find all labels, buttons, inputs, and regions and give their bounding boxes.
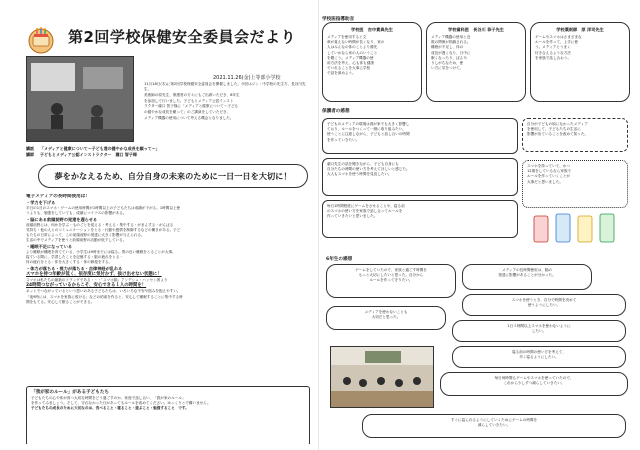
teacher-comment-line: う。メディアとうまく bbox=[535, 45, 571, 50]
guardian-comment-line: 子どものメディアの環境は我が家でも大きく影響し bbox=[327, 122, 410, 126]
teacher-comment-line: していかなら家の人のいうこと bbox=[327, 50, 378, 55]
media-bullet: ・睡眠不足になっている bbox=[26, 243, 73, 249]
student-comment-line: 1日１時間以上スマホを使わないように bbox=[507, 324, 571, 328]
media-text-line: 生活の中でメディアを使うと前頭前野の活動が低下している。 bbox=[26, 238, 127, 243]
student-comment-bubble bbox=[452, 346, 626, 368]
lecture-label: 講話 bbox=[26, 146, 34, 151]
left-column bbox=[18, 16, 316, 444]
student-comment-line: 毎日何時間もゲームやスマホを使っていたので、 bbox=[494, 376, 574, 380]
issue-date: 2021.11.26(金)上等部小学校 bbox=[213, 75, 281, 81]
media-highlight: 24時間つながっているからこそ、安心できる１人の時間を！ bbox=[26, 283, 147, 289]
teacher-comment-card bbox=[322, 22, 422, 102]
student-comment-line: メディアを使わないことも bbox=[364, 310, 408, 314]
lecturer-name: 子どもとメディア公認インストラクター 瀧口 智子様 bbox=[40, 152, 137, 157]
media-text-line: 平日の1日のスマホ・ゲームの使用時間が1時間以上の子どもたちは成績が下がる。1時間以上使 bbox=[26, 206, 181, 210]
teacher-comment-line: を聞こう。メディア機器の使 bbox=[327, 55, 374, 60]
student-comment-line: 寝る前の時間の使い方を考えて、 bbox=[512, 350, 566, 354]
intro-line: ラクター瀧口 智子様に「メディアと健康について〜子ども bbox=[144, 104, 239, 109]
teacher-comment-line: で話を深めよう。 bbox=[327, 71, 356, 76]
guardian-comment-bubble bbox=[322, 200, 518, 238]
guardian-comment-bubble bbox=[322, 118, 518, 154]
guardian-comment-line: ルールを作っていくことが bbox=[527, 174, 571, 179]
media-text-line: スマホは私たちの最新のドラッグである・・・「スマホ脳」アンデシュ・ハンセン著より bbox=[26, 277, 168, 282]
media-text-line: ネットでつながっているという思いのある子どもたちは、いろいろな不安や悩みを抱えやすい。 bbox=[26, 289, 181, 294]
classroom-photo bbox=[330, 346, 434, 408]
teacher-name: 学校医 吉中貴典先生 bbox=[351, 27, 393, 32]
guardian-comment-bubble bbox=[522, 160, 628, 208]
student-comment-bubble bbox=[326, 306, 446, 330]
media-text-line: 体の疲れをとる・体を大きくする・体の修復をする。 bbox=[26, 260, 113, 265]
rules-line: 子どもたちの成長のために大切なのは、食べること・寝ること・遊ぶこと・勉強すること です。 bbox=[31, 406, 189, 411]
lecture-info bbox=[26, 146, 314, 158]
motto-banner: 夢をかなえるため、自分自身の未来のために一日一日を大切に！ bbox=[38, 164, 308, 188]
newsletter-title: 第2回学校保健安全委員会だより bbox=[68, 28, 296, 46]
student-comment-line: メディアの長時間使用は、脳の bbox=[501, 268, 553, 272]
student-comment-bubble bbox=[462, 294, 626, 316]
teacher-comment-line: 付き合えるような方法 bbox=[535, 50, 571, 55]
intro-line: を参加して行いました。子どもとメディア公認インスト bbox=[144, 98, 234, 103]
teacher-comment-line: でいれることを大事に学校 bbox=[327, 66, 371, 71]
rules-heading: 「我が家のルール」がある子どもたち bbox=[31, 390, 110, 395]
guardian-comment-line: 使うことに注意しながら、子どもと話し合いの時間 bbox=[327, 132, 410, 137]
teacher-comment-card bbox=[530, 22, 630, 102]
media-bullet: ・脳にある前頭前野の発達を遅らせる bbox=[26, 216, 98, 222]
student-comment-bubble bbox=[326, 264, 456, 298]
page-fold-line bbox=[318, 0, 319, 450]
teacher-comment-line: 睡眠が不足し、体の bbox=[431, 45, 464, 50]
guardian-comment-bubble bbox=[322, 158, 518, 196]
guardians-heading: 保護者の感想 bbox=[322, 109, 350, 114]
student-comment-line: ルールを作って守りたい。 bbox=[369, 278, 413, 283]
media-text-line: 「夜9時には、スマホを家族に預ける」などの約束を作ると、安心して睡眠することに集中する時 bbox=[26, 294, 183, 299]
intro-line: メディア機器の使用について考える機会となりました。 bbox=[144, 115, 234, 120]
guardian-comment-line: を作っていきたい。 bbox=[327, 137, 360, 142]
student-comment-line: したい。 bbox=[531, 329, 547, 334]
media-text-line: 気持ち・他の人とのコミュニケーションをとる・行動や感情を制御するなどの働きがある。子ど bbox=[26, 227, 181, 232]
cake-logo-icon bbox=[24, 24, 58, 54]
smartphone-illustration-icon bbox=[528, 212, 624, 248]
teacher-name: 学校歯科医 長谷川 恭子先生 bbox=[448, 27, 504, 32]
rules-line: 子どもたちの心や体が育つ大切な時間をどう過ごすのか、家庭で話し合い、「我が家のルール」 bbox=[31, 396, 186, 400]
media-text-line: 寝ている間に、学習したことを記憶する・脳の疲れをとる・ bbox=[26, 255, 124, 260]
teacher-comment-line: ルールを作って、上手に使 bbox=[535, 40, 578, 45]
teacher-comment-line: りしがちなため、使 bbox=[431, 61, 464, 66]
lecturer-row bbox=[26, 152, 314, 158]
student-comment-line: すぐに寝られるようにしていくためにゲームの時間を bbox=[450, 418, 538, 422]
guardian-comment-line: 影響が出ていることを改めて知った。 bbox=[527, 132, 589, 137]
student-comment-bubble bbox=[452, 320, 626, 342]
guardian-comment-line: 瀧口先生の話を聞きながら、子ども自身にも bbox=[327, 162, 399, 166]
guardian-comment-line: ており、ルールをつくって一緒に取り組みたい。 bbox=[327, 127, 406, 132]
media-text-line: より睡眠が睡眠を育てている、小学生は9時までには寝る。質の良い睡眠をとることが大事。 bbox=[26, 249, 176, 254]
teacher-comment-line: 眠くなったり、ぼんや bbox=[431, 55, 467, 60]
guardian-comment-line: 大人もスマホを使う時間を見直したい。 bbox=[327, 172, 392, 177]
guardian-comment-line: 作っていきたいと思いました。 bbox=[327, 214, 378, 219]
students-heading: 6年生の感想 bbox=[326, 257, 353, 262]
teacher-comment-line: ゲームやスマホはさまざまな bbox=[535, 35, 582, 39]
student-comment-bubble bbox=[362, 414, 626, 438]
media-highlight: スマホを持つ年齢が低く、依存度に気付かず、抜け出せない状態に！ bbox=[26, 271, 162, 277]
teacher-comment-line: メディア機器の使用と近 bbox=[431, 35, 471, 39]
classroom-photo-illustration bbox=[331, 347, 434, 408]
teacher-comment-card bbox=[426, 22, 526, 102]
student-comment-line: ゲームをしていたので、家族と過ごす時間を bbox=[355, 268, 427, 272]
student-comment-line: もっと大切にしたいと思った。自分から bbox=[358, 273, 424, 278]
guardian-comment-bubble bbox=[522, 118, 628, 152]
student-comment-line: 減らしていきたい。 bbox=[477, 423, 511, 428]
media-text-line: うよりも、勉強をしていても、成績にマイナスの影響がある。 bbox=[26, 211, 127, 216]
media-text-line: もたちの日常によって、この前頭前野の発達に大きく影響が与えられる。 bbox=[26, 233, 145, 238]
teacher-comment-line: 人はみんなの体のことより優先 bbox=[327, 45, 378, 50]
teacher-comment-line: 視の関係が指摘される。 bbox=[431, 40, 471, 45]
media-effects-section bbox=[26, 194, 310, 382]
student-comment-bubble bbox=[462, 264, 592, 290]
student-comment-line: 使うようにしたい。 bbox=[527, 303, 561, 308]
family-rules-box bbox=[26, 386, 310, 444]
intro-line: の健やかな成長を願って」のご講演をしていただき、 bbox=[144, 110, 231, 115]
guardian-comment-line: 毎日1時間程度にゲームをさせることや、寝る前 bbox=[327, 204, 405, 208]
guardian-comment-line: 大事だと思いました。 bbox=[527, 179, 563, 184]
media-text-line: 前頭前野には、何かを学ぶ・ものごとを覚える・考える・集中する・がまんする・がんばる bbox=[26, 222, 174, 227]
lecture-topic: 「メディアと健康について〜子ども達の健やかな成長を願って〜」 bbox=[40, 146, 160, 151]
teacher-comment-line: 章が覚えない時間が長くなり、家の bbox=[327, 40, 385, 45]
guardian-comment-line: 12歳をしているなら家族で bbox=[527, 169, 572, 174]
right-column bbox=[322, 16, 630, 444]
student-comment-line: 早く寝るようにしたい。 bbox=[519, 355, 559, 360]
guardian-comment-line: 自分たちの時間の使い方を考えてほしいと感じた。 bbox=[327, 167, 410, 172]
student-comment-line: 発達に影響があることが分かった。 bbox=[498, 273, 556, 278]
media-bullet: ・学力を下げる bbox=[26, 200, 56, 205]
teacher-comment-line: を家族で話し合おう。 bbox=[535, 55, 571, 60]
media-bullet: ・体力が落ちる・視力が落ちる・自律神経が乱れる bbox=[26, 265, 123, 271]
teacher-comment-line: メディアを使用すると文 bbox=[327, 35, 367, 39]
student-comment-line: これから少しずつ減らしていきたい。 bbox=[503, 381, 565, 386]
meeting-photo-illustration bbox=[27, 57, 134, 142]
student-comment-bubble bbox=[440, 372, 628, 396]
teacher-comment-line: 用方法を考え、心も体も健康 bbox=[327, 61, 374, 66]
intro-line: 美術師の原先生、保護者の方々にもご出席いただき、6年生 bbox=[144, 92, 240, 97]
student-comment-line: スマホを使うとき、自分で時間を決めて bbox=[511, 298, 577, 302]
guardian-comment-line: スマホを持っていて、かつ bbox=[527, 164, 570, 168]
media-heading: 電子メディアの長時間使用は！ bbox=[26, 194, 90, 199]
meeting-photo bbox=[26, 56, 134, 142]
teacher-comment-line: 成長が遅くなり、日中に bbox=[431, 50, 471, 55]
student-comment-line: 大切だと思った。 bbox=[371, 315, 401, 320]
teachers-heading: 学校医指導助言 bbox=[322, 17, 355, 22]
guardian-comment-line: のスマホの使い方を家族で話し合ってルールを bbox=[327, 209, 403, 214]
teacher-name: 学校薬剤師 原 洋司先生 bbox=[556, 27, 604, 32]
teacher-comment-line: い方に気をつけて。 bbox=[431, 66, 464, 71]
guardian-comment-line: を使用して、子どもたちの生活に bbox=[527, 127, 581, 132]
intro-paragraph bbox=[144, 82, 312, 142]
rules-line: を作ってみましょう。そして、守れなかった日があってもルールを改めてください。ゆっくりとで構いません。 bbox=[31, 401, 211, 406]
lecturer-label: 講師 bbox=[26, 152, 34, 157]
media-text-line: 間をもてる。安心して眠ることができる。 bbox=[26, 299, 95, 304]
guardian-comment-line: 自分が子どもの頃になかったメディア bbox=[527, 122, 588, 126]
teacher-comments bbox=[322, 22, 630, 102]
intro-line: 11月18日(木)に第2回学校保健安全委員会を開催しました。今回はジン・中学校の先生方、長谷川先生、 bbox=[144, 82, 306, 92]
